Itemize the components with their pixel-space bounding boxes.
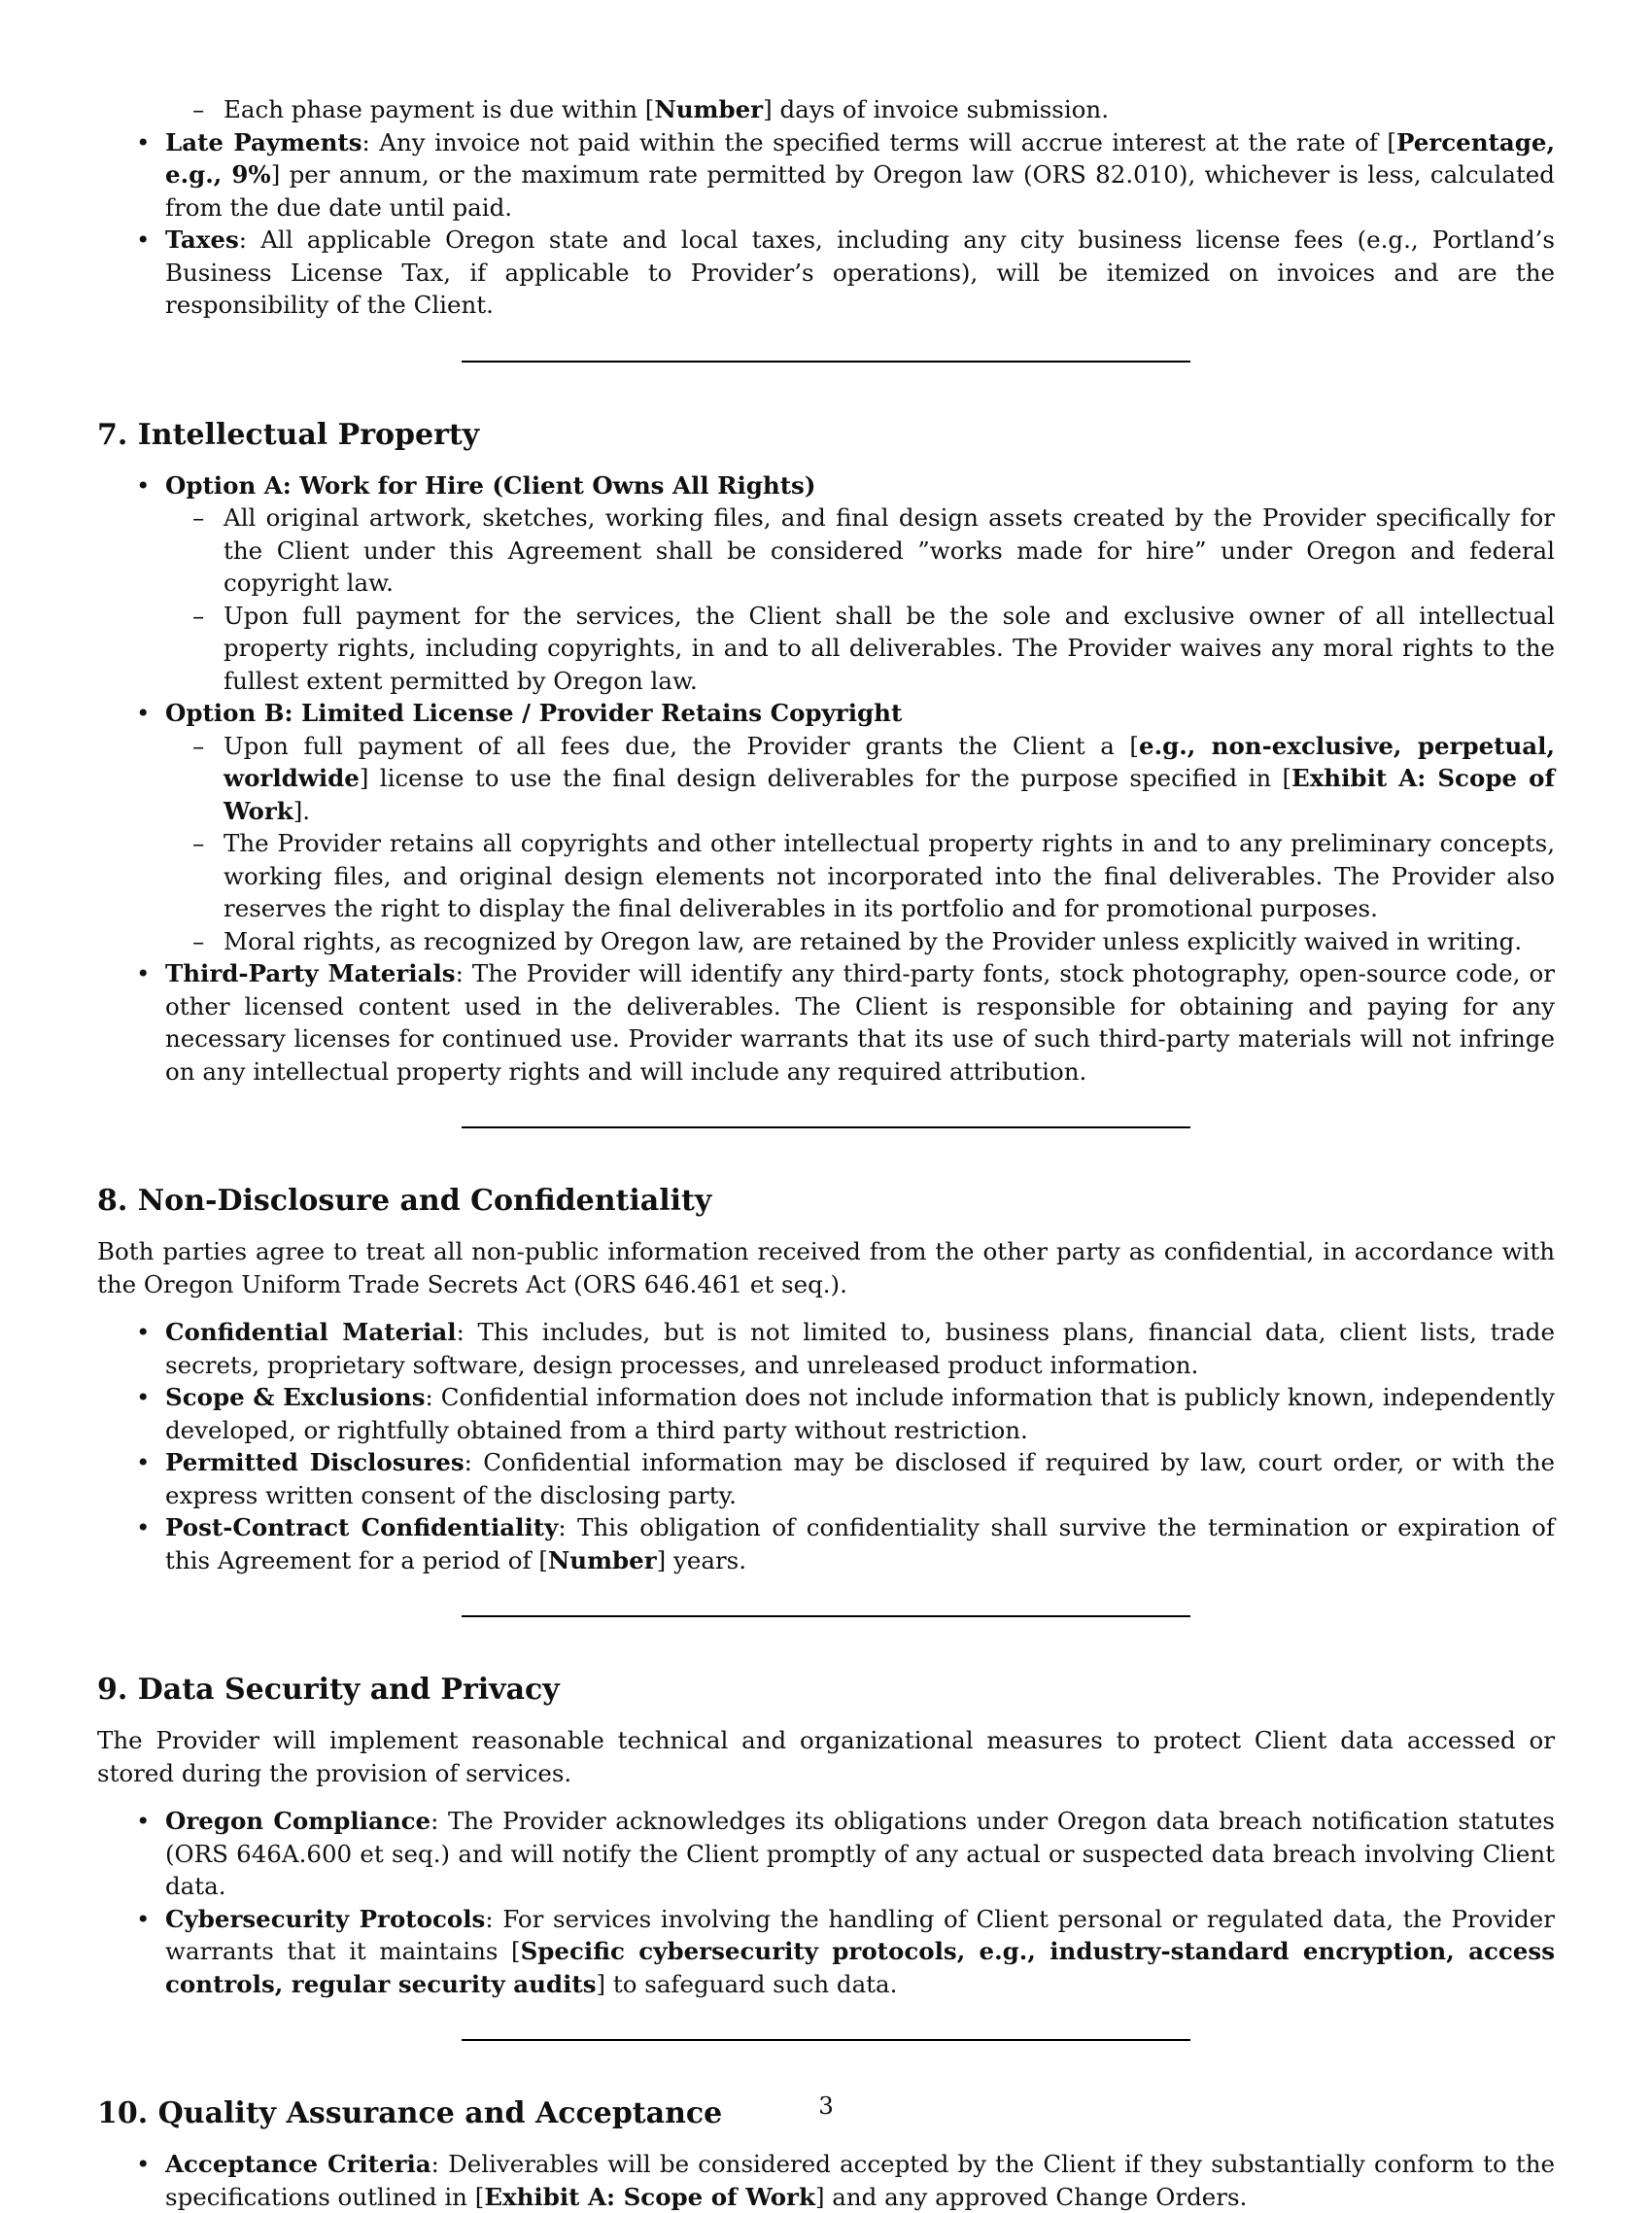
permitted-disclosures-item: • Permitted Disclosures: Confidential information may be disclosed if required by law, court order, or with the express written consent of the disclosing party. xyxy=(97,1446,1555,1511)
confidential-material-item: • Confidential Material: This includes, but is not limited to, business plans, financial data, client lists, trade secrets, proprietary software, design processes, and unreleased product information. xyxy=(97,1316,1555,1381)
acceptance-criteria-item: • Acceptance Criteria: Deliverables will be considered accepted by the Client if they substantially conform to the specifications outlined in [Exhibit A: Scope of Work] and any approved Change Orders. xyxy=(97,2148,1555,2213)
taxes-item: • Taxes: All applicable Oregon state and local taxes, including any city business license fees (e.g., Portland’s Business License Tax, if applicable to Provider’s operations), will be itemized on invoices and are the responsibility of the Client. xyxy=(97,224,1555,322)
section-divider xyxy=(462,361,1190,363)
oregon-compliance-item: • Oregon Compliance: The Provider acknowledges its obligations under Oregon data breach notification statutes (ORS 646A.600 et seq.) and will notify the Client promptly of any actual or suspected data breach involving Client data. xyxy=(97,1805,1555,1903)
scope-exclusions-item: • Scope & Exclusions: Confidential information does not include information that is publicly known, independently developed, or rightfully obtained from a third party without restriction. xyxy=(97,1381,1555,1446)
section-heading-quality-assurance: 10. Quality Assurance and Acceptance xyxy=(97,2096,723,2130)
quality-list xyxy=(97,2148,1555,2213)
section-heading-confidentiality: 8. Non-Disclosure and Confidentiality xyxy=(97,1184,712,1218)
option-b-point: – The Provider retains all copyrights and other intellectual property rights in and to any preliminary concepts, working files, and original design elements not incorporated into the final deliverables. The Provider also reserves the right to display the final deliverables in its portfolio and for promotional purposes. xyxy=(165,827,1555,925)
third-party-item: • Third-Party Materials: The Provider will identify any third-party fonts, stock photography, open-source code, or other licensed content used in the deliverables. The Client is responsible for obtaining and paying for any necessary licenses for continued use. Provider warrants that its use of such third-party materials will not infringe on any intellectual property rights and will include any required attribution. xyxy=(97,957,1555,1088)
document-body xyxy=(97,93,1555,2213)
section-divider xyxy=(462,1615,1190,1617)
section-heading-data-security: 9. Data Security and Privacy xyxy=(97,1673,560,1707)
confidentiality-intro: Both parties agree to treat all non-public information received from the other party as confidential, in accordance with the Oregon Uniform Trade Secrets Act (ORS 646.461 et seq.). xyxy=(97,1237,1555,1298)
confidentiality-list xyxy=(97,1316,1555,1576)
cybersecurity-item: • Cybersecurity Protocols: For services involving the handling of Client personal or regulated data, the Provider warrants that it maintains [Specific cybersecurity protocols, e.g., industry-standard encryption, access controls, regular security audits] to safeguard such data. xyxy=(97,1903,1555,2001)
option-a-point: – All original artwork, sketches, working files, and final design assets created by the Provider specifically for the Client under this Agreement shall be considered ”works made for hire” under Oregon and federal copyright law. xyxy=(165,501,1555,600)
section-divider xyxy=(462,1126,1190,1128)
phase-payment-item: – Each phase payment is due within [Number] days of invoice submission. xyxy=(165,93,1555,126)
section-heading-intellectual-property: 7. Intellectual Property xyxy=(97,417,480,452)
payment-list xyxy=(97,126,1555,322)
data-security-list xyxy=(97,1805,1555,2000)
option-b-item: • Option B: Limited License / Provider Retains Copyright – Upon full payment of all fees due, the Provider grants the Client a [e.g., non-exclusive, perpetual, worldwide] license to use the final design deliverables for the purpose specified in [Exhibit A: Scope of Work]. – The Provider retains all copyrights and other intellectual property rights in and to any preliminary concepts, working files, and original design elements not incorporated into the final deliverables. The Provider also reserves the right to display the final deliverables in its portfolio and for promotional purposes. – Moral rights, as recognized by Oregon law, are retained by the Provider unless explicitly waived in writing. xyxy=(97,697,1555,957)
payment-sublist xyxy=(165,93,1555,126)
option-b-point: – Upon full payment of all fees due, the Provider grants the Client a [e.g., non-exclusive, perpetual, worldwide] license to use the final design deliverables for the purpose specified in [Exhibit A: Scope of Work]. xyxy=(165,730,1555,828)
option-a-sublist xyxy=(165,501,1555,697)
late-payments-item: • Late Payments: Any invoice not paid within the specified terms will accrue interest at the rate of [Percentage, e.g., 9%] per annum, or the maximum rate permitted by Oregon law (ORS 82.010), whichever is less, calculated from the due date until paid. xyxy=(97,126,1555,225)
post-contract-item: • Post-Contract Confidentiality: This obligation of confidentiality shall survive the termination or expiration of this Agreement for a period of [Number] years. xyxy=(97,1511,1555,1576)
data-security-intro: The Provider will implement reasonable technical and organizational measures to protect Client data accessed or stored during the provision of services. xyxy=(97,1726,1555,1787)
ip-list xyxy=(97,469,1555,1089)
option-b-point: – Moral rights, as recognized by Oregon law, are retained by the Provider unless explicitly waived in writing. xyxy=(165,925,1555,958)
option-a-item: • Option A: Work for Hire (Client Owns All Rights) – All original artwork, sketches, working files, and final design assets created by the Provider specifically for the Client under this Agreement shall be considered ”works made for hire” under Oregon and federal copyright law. – Upon full payment for the services, the Client shall be the sole and exclusive owner of all intellectual property rights, including copyrights, in and to all deliverables. The Provider waives any moral rights to the fullest extent permitted by Oregon law. xyxy=(97,469,1555,698)
option-a-point: – Upon full payment for the services, the Client shall be the sole and exclusive owner of all intellectual property rights, including copyrights, in and to all deliverables. The Provider waives any moral rights to the fullest extent permitted by Oregon law. xyxy=(165,600,1555,698)
option-b-sublist xyxy=(165,730,1555,958)
section-divider xyxy=(462,2039,1190,2041)
page-number: 3 xyxy=(818,2092,834,2120)
